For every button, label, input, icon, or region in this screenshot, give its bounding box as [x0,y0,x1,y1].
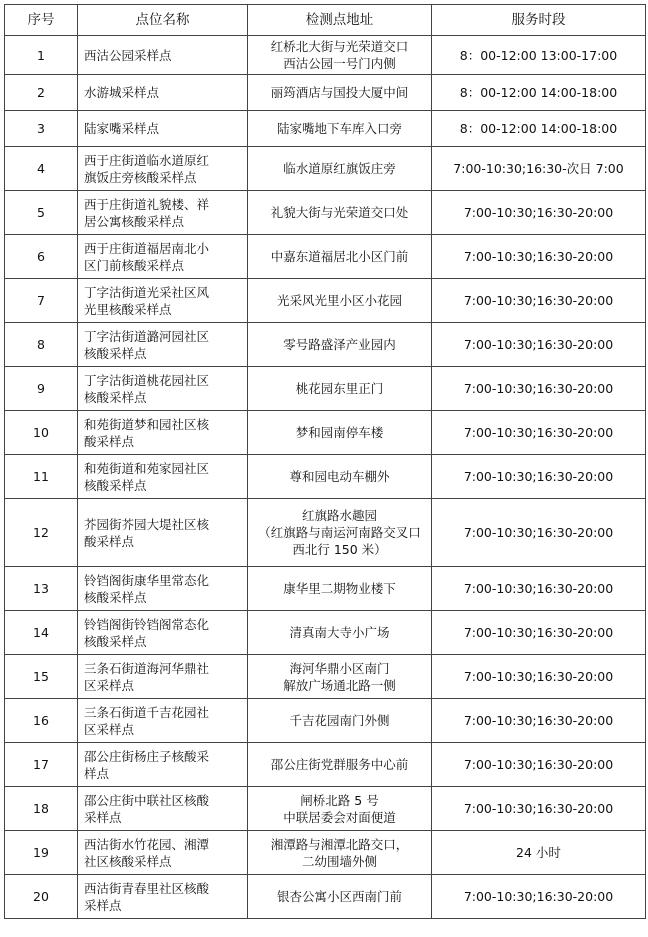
cell-index: 8 [5,323,78,367]
header-index: 序号 [5,5,78,36]
cell-line: 核酸采样点 [84,477,147,493]
cell-index: 3 [5,111,78,147]
cell-service-hours [432,743,646,787]
cell-line: 红旗路水趣园 [301,508,377,523]
cell-index: 11 [5,455,78,499]
table-row [5,367,646,411]
cell-site-name [78,323,248,367]
cell-line: 8：00-12:00 14:00-18:00 [459,85,618,100]
cell-index: 4 [5,147,78,191]
cell-line: 8：00-12:00 14:00-18:00 [459,121,618,136]
cell-line: 西沽公园一号门内侧 [283,56,396,71]
cell-site-name [78,111,248,147]
cell-site-name [78,499,248,567]
table-row [5,75,646,111]
cell-line: 采样点 [84,897,122,913]
cell-line: 居公寓核酸采样点 [84,213,185,229]
cell-index: 15 [5,655,78,699]
cell-line: 8：00-12:00 13:00-17:00 [459,47,618,63]
cell-site-name [78,831,248,875]
cell-line: 三条石街道千吉花园社 [84,704,210,720]
cell-line: 邵公庄街杨庄子核酸采 [84,748,210,764]
cell-service-hours [432,611,646,655]
cell-service-hours [432,699,646,743]
cell-line: 7:00-10:30;16:30-20:00 [463,525,614,540]
cell-line: 芥园街芥园大堤社区核 [84,516,210,532]
cell-line: 区门前核酸采样点 [84,257,185,273]
cell-line: 酸采样点 [84,433,135,449]
cell-address [248,36,432,75]
cell-line: 铃铛阁街铃铛阁常态化 [84,616,210,632]
cell-service-hours [432,111,646,147]
cell-service-hours [432,499,646,567]
cell-site-name [78,455,248,499]
cell-line: 24 小时 [516,845,561,860]
table-row [5,147,646,191]
cell-line: 和苑街道和苑家园社区 [84,460,210,476]
cell-line: 7:00-10:30;16:30-20:00 [463,757,614,772]
cell-line: 7:00-10:30;16:30-20:00 [463,381,614,396]
cell-site-name [78,367,248,411]
cell-line: 光里核酸采样点 [84,301,172,317]
cell-service-hours [432,411,646,455]
cell-site-name [78,36,248,75]
table-row [5,699,646,743]
cell-line: 康华里二期物业楼下 [283,581,396,596]
table-row [5,455,646,499]
cell-line: 西沽街水竹花园、湘潭 [84,836,210,852]
cell-line: 核酸采样点 [84,589,147,605]
cell-line: 礼貌大街与光荣道交口处 [270,205,409,220]
cell-line: 丽筠酒店与国投大厦中间 [270,85,409,100]
cell-line: 7:00-10:30;16:30-20:00 [463,889,614,904]
cell-line: 陆家嘴采样点 [84,121,160,136]
cell-address [248,567,432,611]
header-row [5,5,646,36]
cell-line: 解放广场通北路一侧 [283,677,396,693]
cell-line: 7:00-10:30;16:30-20:00 [463,801,614,816]
cell-line: 邵公庄街党群服务中心前 [270,757,409,772]
cell-index: 20 [5,875,78,919]
cell-line: 核酸采样点 [84,633,147,649]
cell-line: 区采样点 [84,721,135,737]
cell-address [248,831,432,875]
cell-address [248,411,432,455]
cell-line: 西沽街青春里社区核酸 [84,880,210,896]
cell-line: 中联居委会对面便道 [283,809,396,825]
cell-line: 7:00-10:30;16:30-20:00 [463,469,614,484]
cell-line: 采样点 [84,809,122,825]
cell-service-hours [432,36,646,75]
cell-address [248,875,432,919]
cell-address [248,367,432,411]
cell-line: 核酸采样点 [84,345,147,361]
cell-line: 丁字沽街道桃花园社区 [84,372,210,388]
cell-service-hours [432,455,646,499]
table-header [5,5,646,36]
cell-service-hours [432,279,646,323]
cell-service-hours [432,787,646,831]
cell-site-name [78,655,248,699]
cell-service-hours [432,875,646,919]
cell-line: 核酸采样点 [84,389,147,405]
cell-line: 7:00-10:30;16:30-20:00 [463,337,614,352]
cell-line: 7:00-10:30;16:30-次日 7:00 [453,161,624,176]
cell-index: 19 [5,831,78,875]
cell-line: 样点 [84,765,110,781]
cell-index: 7 [5,279,78,323]
cell-site-name [78,787,248,831]
cell-index: 14 [5,611,78,655]
cell-line: 丁字沽街道潞河园社区 [84,328,210,344]
cell-index: 6 [5,235,78,279]
cell-service-hours [432,75,646,111]
cell-line: 海河华鼎小区南门 [289,660,390,676]
cell-line: 清真南大寺小广场 [289,625,390,640]
table-row [5,279,646,323]
table-row [5,655,646,699]
cell-line: 社区核酸采样点 [84,853,172,869]
cell-service-hours [432,147,646,191]
cell-index: 18 [5,787,78,831]
cell-line: 7:00-10:30;16:30-20:00 [463,669,614,684]
table-row [5,831,646,875]
cell-site-name [78,147,248,191]
cell-line: 陆家嘴地下车库入口旁 [276,121,402,136]
table-row [5,111,646,147]
table-body [5,36,646,919]
cell-site-name [78,875,248,919]
cell-site-name [78,743,248,787]
cell-line: 桃花园东里正门 [295,381,384,396]
cell-site-name [78,611,248,655]
table-row [5,323,646,367]
cell-line: 7:00-10:30;16:30-20:00 [463,713,614,728]
cell-line: 湘潭路与湘潭北路交口， [270,836,409,852]
cell-site-name [78,235,248,279]
cell-service-hours [432,367,646,411]
cell-line: 临水道原红旗饭庄旁 [283,161,396,176]
cell-line: 旗饭庄旁核酸采样点 [84,169,197,185]
cell-line: 西于庄街道临水道原红 [84,152,210,168]
cell-index: 13 [5,567,78,611]
cell-line: 铃铛阁街康华里常态化 [84,572,210,588]
cell-line: 千吉花园南门外侧 [289,713,390,728]
table-row [5,499,646,567]
cell-site-name [78,279,248,323]
cell-line: 和苑街道梦和园社区核 [84,416,210,432]
table-row [5,743,646,787]
cell-line: （红旗路与南运河南路交叉口 [258,525,421,540]
cell-line: 零号路盛泽产业园内 [283,337,396,352]
cell-address [248,191,432,235]
table-row [5,36,646,75]
header-service-hours: 服务时段 [432,5,646,36]
cell-service-hours [432,831,646,875]
cell-line: 7:00-10:30;16:30-20:00 [463,625,614,640]
cell-line: 区采样点 [84,677,135,693]
cell-address [248,499,432,567]
cell-address [248,279,432,323]
table-row [5,411,646,455]
cell-index: 12 [5,499,78,567]
cell-line: 红桥北大街与光荣道交口 [270,39,409,54]
table-row [5,191,646,235]
table-row [5,875,646,919]
header-address: 检测点地址 [248,5,432,36]
cell-line: 光采风光里小区小花园 [276,293,402,308]
table-row [5,567,646,611]
cell-address [248,743,432,787]
cell-line: 7:00-10:30;16:30-20:00 [463,581,614,596]
cell-line: 西沽公园采样点 [84,47,172,63]
cell-index: 1 [5,36,78,75]
cell-line: 二幼围墙外侧 [301,853,377,869]
cell-line: 西于庄街道福居南北小 [84,240,210,256]
cell-service-hours [432,655,646,699]
cell-line: 丁字沽街道光采社区风 [84,284,210,300]
cell-site-name [78,75,248,111]
cell-service-hours [432,191,646,235]
cell-address [248,455,432,499]
cell-address [248,655,432,699]
cell-address [248,75,432,111]
cell-line: 酸采样点 [84,533,135,549]
cell-service-hours [432,323,646,367]
cell-site-name [78,567,248,611]
table-row [5,235,646,279]
sampling-sites-table [4,4,646,919]
cell-service-hours [432,567,646,611]
cell-line: 闸桥北路 5 号 [300,792,379,808]
cell-address [248,611,432,655]
cell-index: 9 [5,367,78,411]
table-row [5,787,646,831]
cell-index: 16 [5,699,78,743]
cell-address [248,111,432,147]
cell-address [248,235,432,279]
cell-index: 17 [5,743,78,787]
cell-address [248,787,432,831]
cell-line: 西于庄街道礼貌楼、祥 [84,196,210,212]
cell-index: 10 [5,411,78,455]
header-site-name: 点位名称 [78,5,248,36]
cell-line: 水游城采样点 [84,85,160,100]
cell-line: 邵公庄街中联社区核酸 [84,792,210,808]
cell-line: 尊和园电动车棚外 [289,469,390,484]
cell-site-name [78,699,248,743]
cell-line: 梦和园南停车楼 [295,425,384,440]
cell-line: 三条石街道海河华鼎社 [84,660,210,676]
cell-line: 7:00-10:30;16:30-20:00 [463,293,614,308]
table-row [5,611,646,655]
cell-address [248,323,432,367]
cell-line: 银杏公寓小区西南门前 [276,889,402,904]
cell-site-name [78,411,248,455]
cell-line: 中嘉东道福居北小区门前 [270,249,409,264]
cell-index: 5 [5,191,78,235]
cell-line: 7:00-10:30;16:30-20:00 [463,425,614,440]
cell-line: 7:00-10:30;16:30-20:00 [463,205,614,220]
cell-address [248,699,432,743]
cell-index: 2 [5,75,78,111]
cell-line: 7:00-10:30;16:30-20:00 [463,249,614,264]
cell-service-hours [432,235,646,279]
cell-site-name [78,191,248,235]
cell-line: 西北行 150 米） [292,542,387,557]
cell-address [248,147,432,191]
